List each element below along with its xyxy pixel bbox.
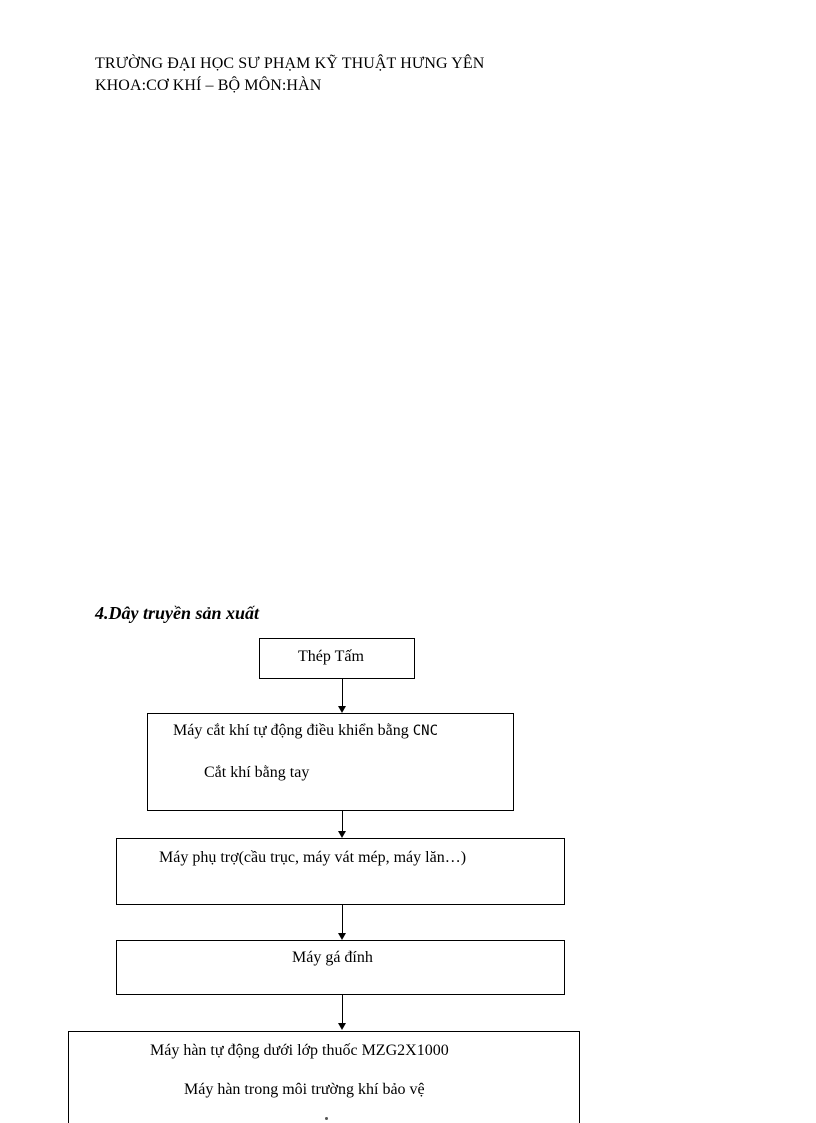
flow-arrow-1 xyxy=(338,706,346,713)
flow-arrow-3 xyxy=(338,933,346,940)
flow-connector-2 xyxy=(342,811,343,833)
flow-connector-1 xyxy=(342,679,343,708)
flow-box-fitting xyxy=(116,940,565,995)
flow-label-cnc-cutting xyxy=(173,722,438,740)
document-header xyxy=(95,53,484,97)
flow-arrow-4 xyxy=(338,1023,346,1030)
flow-label-cnc-code: CNC xyxy=(412,723,439,739)
flow-label-steel-plate: Thép Tấm xyxy=(298,648,364,665)
flow-label-cnc-cutting-text: Máy cắt khí tự động điều khiển bằng xyxy=(173,722,413,739)
flow-box-auxiliary xyxy=(116,838,565,905)
section-title: 4.Dây truyền sản xuất xyxy=(95,603,260,623)
flow-box-welding xyxy=(68,1031,580,1123)
flow-label-auxiliary: Máy phụ trợ(cầu trục, máy vát mép, máy lăn…) xyxy=(159,849,467,866)
flow-box-cutting xyxy=(147,713,514,811)
flow-connector-4 xyxy=(342,995,343,1025)
flow-label-submerged-arc: Máy hàn tự động dưới lớp thuốc MZG2X1000 xyxy=(150,1042,449,1059)
school-name: TRƯỜNG ĐẠI HỌC SƯ PHẠM KỸ THUẬT HƯNG YÊN xyxy=(95,55,485,72)
flow-label-fitting: Máy gá đính xyxy=(292,949,373,966)
faculty-department: KHOA:CƠ KHÍ – BỘ MÔN:HÀN xyxy=(95,77,322,94)
flow-label-gas-shielded: Máy hàn trong môi trường khí bảo vệ xyxy=(184,1081,425,1098)
flow-arrow-2 xyxy=(338,831,346,838)
stray-mark xyxy=(325,1117,328,1120)
flow-connector-3 xyxy=(342,905,343,935)
flow-box-steel-plate xyxy=(259,638,415,679)
flow-label-manual-cutting: Cắt khí bằng tay xyxy=(204,764,310,781)
